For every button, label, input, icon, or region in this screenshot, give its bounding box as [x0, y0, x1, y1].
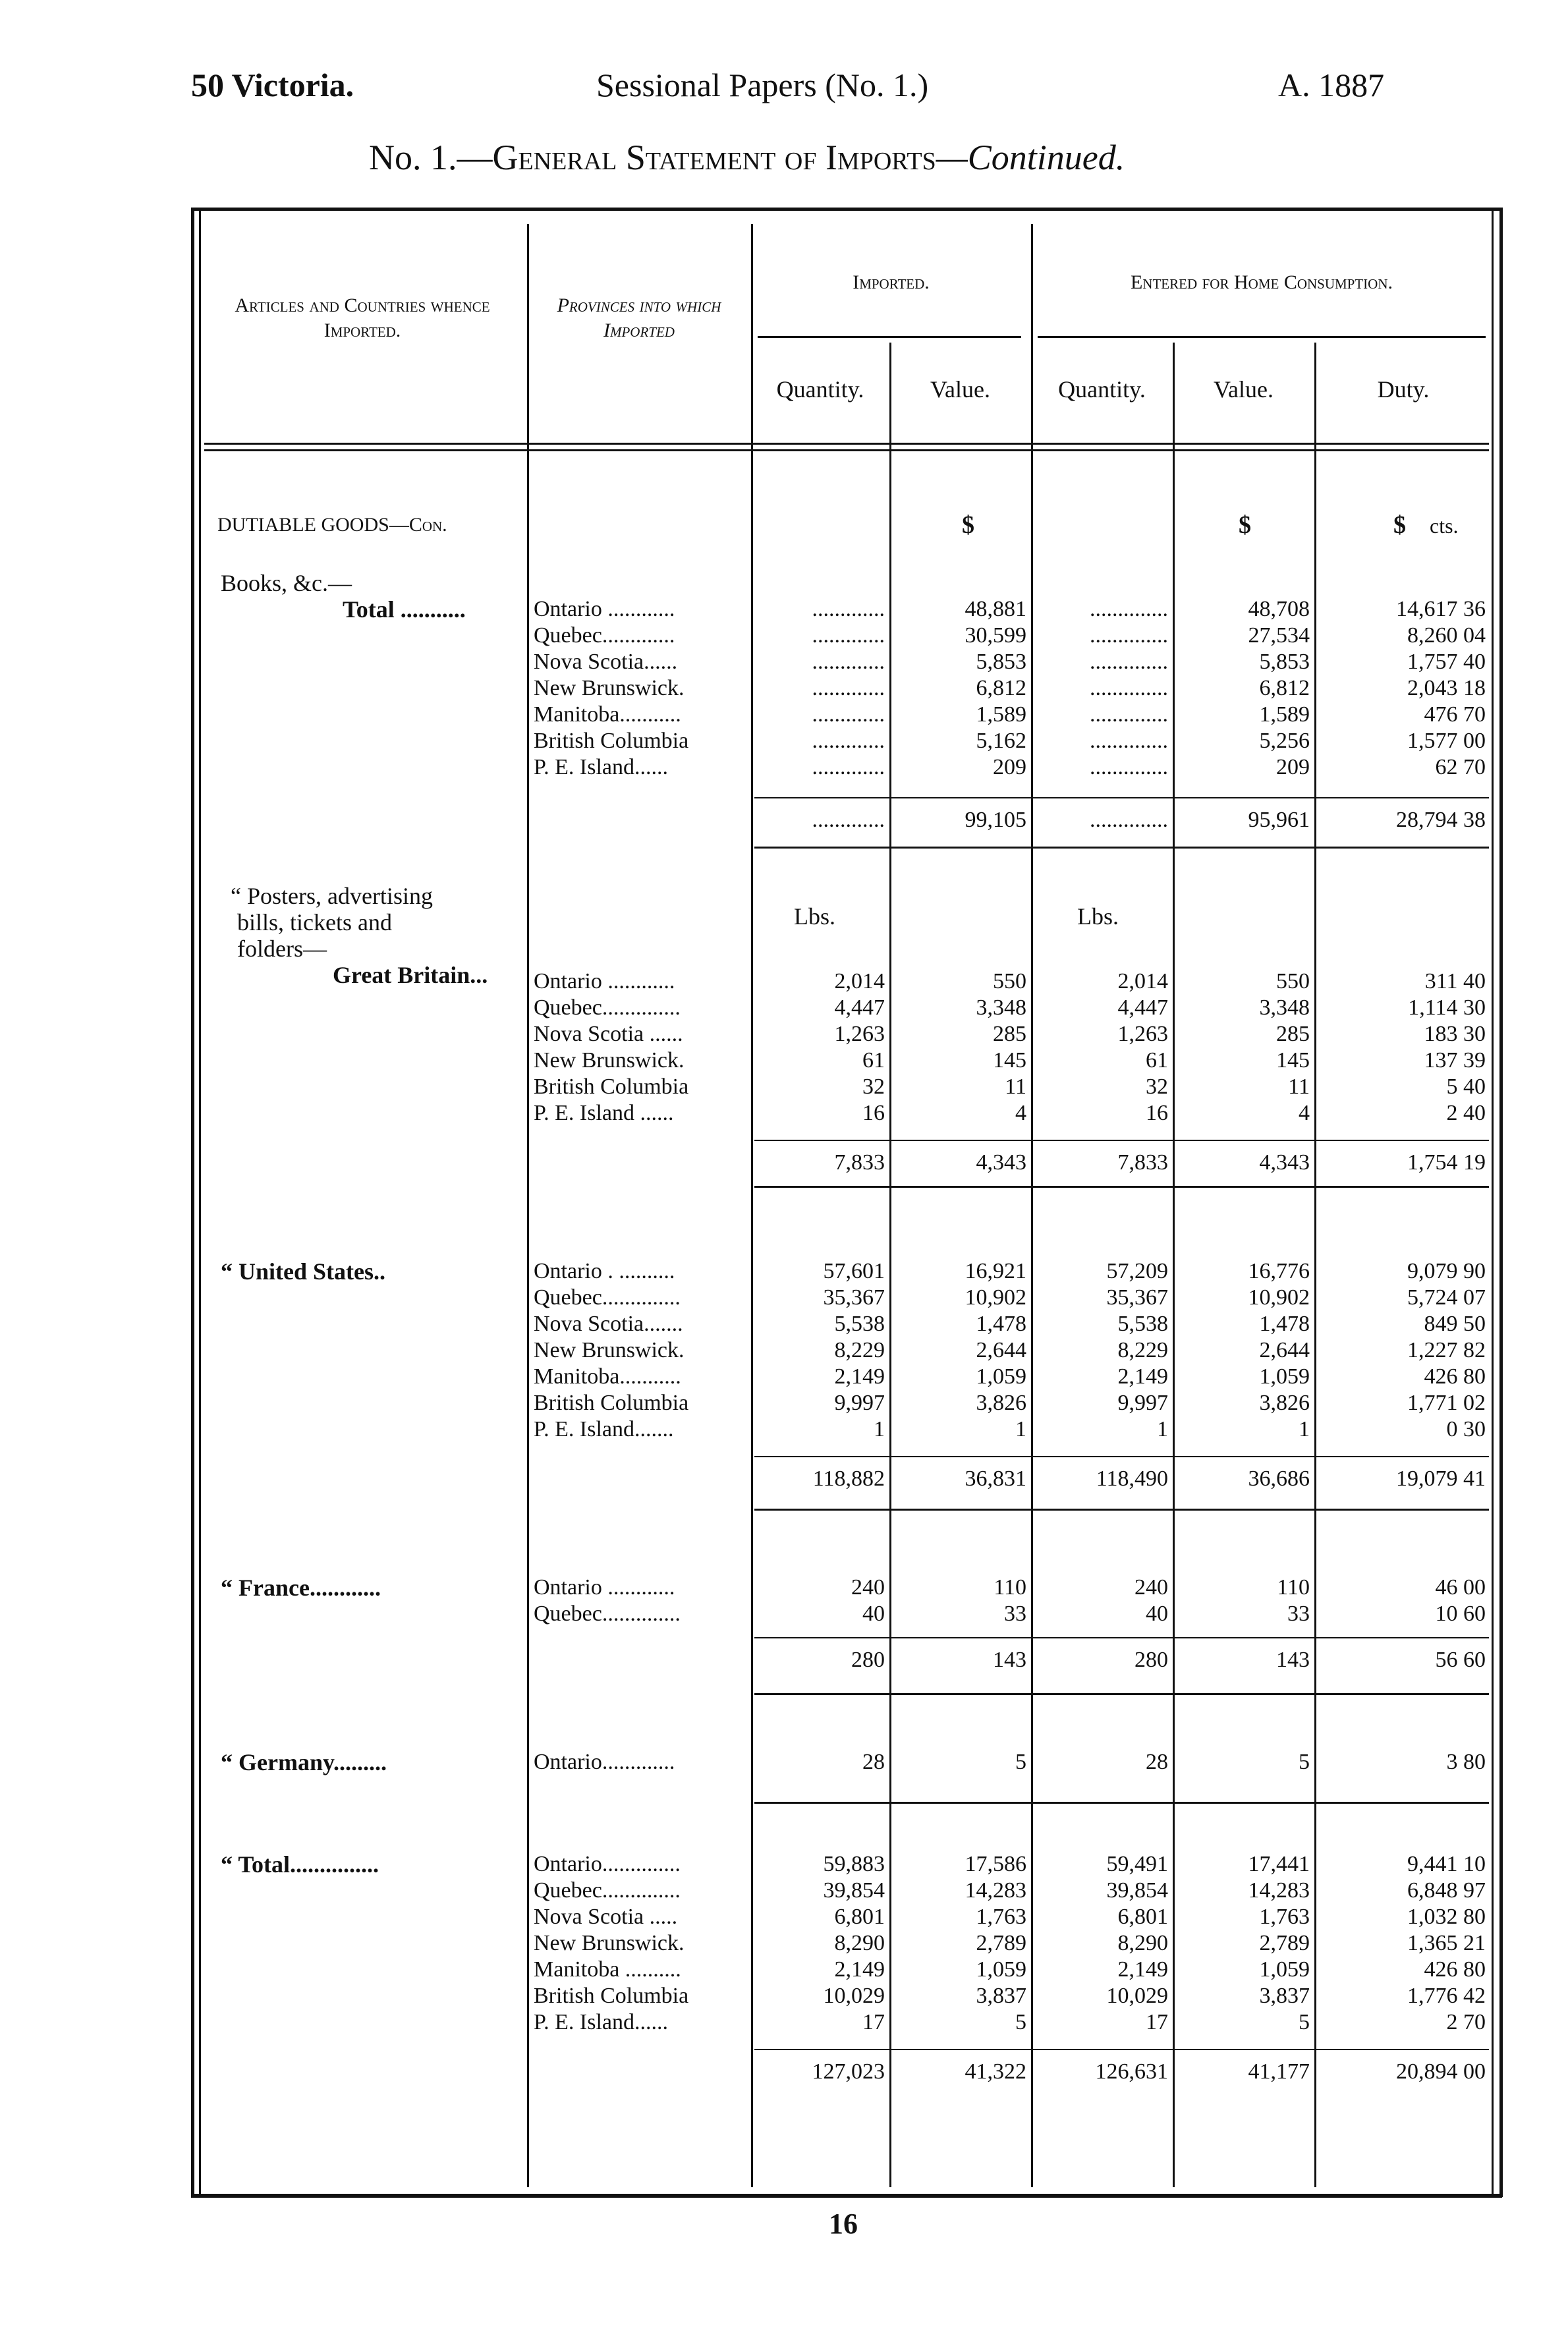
- value-cell: 1,771 02: [1407, 1391, 1486, 1415]
- value-cell: 9,997: [1117, 1391, 1168, 1415]
- value-cell: 1,577 00: [1407, 729, 1486, 753]
- value-cell: .............: [812, 623, 885, 648]
- value-cell: 16,776: [1248, 1259, 1310, 1283]
- value-cell: .............: [812, 597, 885, 621]
- value-cell: 550: [993, 969, 1026, 993]
- value-cell: 48,708: [1248, 597, 1310, 621]
- total-cell: .............: [812, 808, 885, 832]
- province-cell: Nova Scotia ......: [534, 1022, 683, 1046]
- value-cell: 5 40: [1446, 1074, 1486, 1099]
- value-cell: .............: [812, 729, 885, 753]
- value-cell: 2,149: [834, 1364, 885, 1389]
- value-cell: 5,724 07: [1407, 1285, 1486, 1310]
- value-cell: 1,763: [1259, 1905, 1310, 1929]
- value-cell: 183 30: [1424, 1022, 1486, 1046]
- value-cell: ..............: [1090, 650, 1168, 674]
- value-cell: 2,644: [1259, 1338, 1310, 1362]
- value-cell: 16: [862, 1101, 885, 1125]
- value-cell: ..............: [1090, 597, 1168, 621]
- total-cell: 7,833: [834, 1150, 885, 1175]
- value-cell: 5: [1299, 1750, 1310, 1774]
- group-label: bills, tickets and: [237, 909, 392, 935]
- value-cell: 11: [1288, 1074, 1310, 1099]
- group-separator: [754, 1693, 1489, 1695]
- value-cell: 1,365 21: [1407, 1931, 1486, 1955]
- total-cell: 4,343: [976, 1150, 1026, 1175]
- province-cell: Nova Scotia .....: [534, 1905, 678, 1929]
- total-cell: 143: [993, 1648, 1026, 1672]
- value-cell: 1,478: [1259, 1312, 1310, 1336]
- value-cell: 209: [993, 755, 1026, 779]
- value-cell: 28: [1146, 1750, 1168, 1774]
- total-cell: 28,794 38: [1396, 808, 1486, 832]
- total-cell: 126,631: [1095, 2059, 1168, 2084]
- value-cell: 3 80: [1446, 1750, 1486, 1774]
- unit-dollar-3: $: [1393, 511, 1406, 539]
- province-cell: British Columbia: [534, 1984, 689, 2008]
- value-cell: 27,534: [1248, 623, 1310, 648]
- total-cell: 118,882: [812, 1466, 885, 1491]
- province-cell: Manitoba ..........: [534, 1957, 681, 1982]
- value-cell: 3,826: [976, 1391, 1026, 1415]
- group-label: folders—: [237, 935, 327, 962]
- province-cell: P. E. Island......: [534, 2010, 668, 2034]
- value-cell: 1: [1299, 1417, 1310, 1441]
- value-cell: 1,589: [1259, 702, 1310, 727]
- unit-dollar-2: $: [1239, 511, 1251, 539]
- total-cell: ..............: [1090, 808, 1168, 832]
- value-cell: 59,883: [823, 1852, 885, 1876]
- value-cell: 30,599: [965, 623, 1026, 648]
- value-cell: 285: [1276, 1022, 1310, 1046]
- value-cell: 3,837: [1259, 1984, 1310, 2008]
- title-suffix: —Continued.: [936, 138, 1125, 177]
- province-cell: New Brunswick.: [534, 676, 685, 700]
- value-cell: 2,014: [1117, 969, 1168, 993]
- value-cell: 1,059: [1259, 1364, 1310, 1389]
- value-cell: 14,617 36: [1396, 597, 1486, 621]
- group-label: “ Total...............: [221, 1851, 379, 1878]
- province-cell: Ontario ............: [534, 597, 675, 621]
- province-cell: New Brunswick.: [534, 1931, 685, 1955]
- value-cell: 33: [1287, 1602, 1310, 1626]
- province-cell: Ontario ............: [534, 1575, 675, 1600]
- value-cell: 3,837: [976, 1984, 1026, 2008]
- page-number: 16: [829, 2208, 858, 2240]
- total-cell: 280: [851, 1648, 885, 1672]
- group-separator: [754, 1186, 1489, 1188]
- value-cell: 2 70: [1446, 2010, 1486, 2034]
- value-cell: 5: [1015, 2010, 1026, 2034]
- value-cell: 2,014: [834, 969, 885, 993]
- value-cell: 476 70: [1424, 702, 1486, 727]
- value-cell: 5,853: [976, 650, 1026, 674]
- province-cell: Manitoba...........: [534, 702, 681, 727]
- province-cell: Ontario . ..........: [534, 1259, 675, 1283]
- value-cell: 32: [862, 1074, 885, 1099]
- value-cell: 8,229: [834, 1338, 885, 1362]
- group-label: Total ...........: [343, 596, 466, 623]
- value-cell: 4,447: [1117, 995, 1168, 1020]
- value-cell: 5,538: [1117, 1312, 1168, 1336]
- total-rule: [754, 2049, 1489, 2050]
- value-cell: 1,059: [1259, 1957, 1310, 1982]
- value-cell: 1,263: [1117, 1022, 1168, 1046]
- title-main: General Statement of Imports: [492, 138, 936, 177]
- col-quantity-2: Quantity.: [1058, 376, 1146, 403]
- value-cell: 145: [993, 1048, 1026, 1073]
- value-cell: 17: [862, 2010, 885, 2034]
- value-cell: 28: [862, 1750, 885, 1774]
- total-cell: 127,023: [812, 2059, 885, 2084]
- value-cell: 59,491: [1106, 1852, 1168, 1876]
- group-label: Books, &c.—: [221, 570, 352, 596]
- value-cell: 10 60: [1435, 1602, 1486, 1626]
- value-cell: 61: [862, 1048, 885, 1073]
- value-cell: 110: [1277, 1575, 1310, 1600]
- total-rule: [754, 797, 1489, 798]
- group-label: “ Germany.........: [221, 1749, 387, 1775]
- header-left: 50 Victoria.: [191, 67, 354, 103]
- value-cell: 240: [851, 1575, 885, 1600]
- total-rule: [754, 1140, 1489, 1141]
- value-cell: 550: [1276, 969, 1310, 993]
- total-rule: [754, 1637, 1489, 1638]
- value-cell: 8,229: [1117, 1338, 1168, 1362]
- value-cell: 40: [1146, 1602, 1168, 1626]
- total-cell: 95,961: [1248, 808, 1310, 832]
- value-cell: .............: [812, 755, 885, 779]
- total-cell: 36,831: [965, 1466, 1026, 1491]
- page-title: [369, 137, 1125, 178]
- value-cell: .............: [812, 650, 885, 674]
- value-cell: 6,812: [1259, 676, 1310, 700]
- value-cell: 849 50: [1424, 1312, 1486, 1336]
- value-cell: 1: [1157, 1417, 1168, 1441]
- value-cell: 8,290: [1117, 1931, 1168, 1955]
- total-cell: 7,833: [1117, 1150, 1168, 1175]
- value-cell: 2,789: [976, 1931, 1026, 1955]
- col-provinces: Provinces into which Imported: [557, 294, 721, 341]
- value-cell: 57,209: [1106, 1259, 1168, 1283]
- group-separator: [754, 1802, 1489, 1804]
- value-cell: 2,149: [834, 1957, 885, 1982]
- total-cell: 1,754 19: [1407, 1150, 1486, 1175]
- value-cell: 6,801: [1117, 1905, 1168, 1929]
- value-cell: 57,601: [823, 1259, 885, 1283]
- value-cell: 2,043 18: [1407, 676, 1486, 700]
- col-articles: Articles and Countries whence Imported.: [235, 294, 490, 341]
- value-cell: 8,290: [834, 1931, 885, 1955]
- col-imported: Imported.: [853, 271, 930, 293]
- value-cell: 1,589: [976, 702, 1026, 727]
- value-cell: 1,763: [976, 1905, 1026, 1929]
- value-cell: 2 40: [1446, 1101, 1486, 1125]
- value-cell: 209: [1276, 755, 1310, 779]
- value-cell: 33: [1004, 1602, 1026, 1626]
- value-cell: 1,478: [976, 1312, 1026, 1336]
- value-cell: 110: [994, 1575, 1026, 1600]
- value-cell: 2,644: [976, 1338, 1026, 1362]
- value-cell: 1,263: [834, 1022, 885, 1046]
- value-cell: 17,441: [1248, 1852, 1310, 1876]
- group-separator: [754, 847, 1489, 849]
- value-cell: 14,283: [1248, 1878, 1310, 1903]
- total-cell: 4,343: [1259, 1150, 1310, 1175]
- col-value: Value.: [930, 376, 990, 403]
- value-cell: 0 30: [1446, 1417, 1486, 1441]
- value-cell: 1,776 42: [1407, 1984, 1486, 2008]
- value-cell: 4,447: [834, 995, 885, 1020]
- province-cell: Quebec..............: [534, 1602, 681, 1626]
- province-cell: Quebec..............: [534, 995, 681, 1020]
- value-cell: 240: [1134, 1575, 1168, 1600]
- value-cell: 311 40: [1424, 969, 1486, 993]
- total-cell: 41,322: [965, 2059, 1026, 2084]
- value-cell: 426 80: [1424, 1364, 1486, 1389]
- province-cell: British Columbia: [534, 1074, 689, 1099]
- value-cell: 5,162: [976, 729, 1026, 753]
- value-cell: 39,854: [1106, 1878, 1168, 1903]
- unit-lbs-1: Lbs.: [794, 903, 835, 930]
- value-cell: ..............: [1090, 729, 1168, 753]
- value-cell: 10,029: [1106, 1984, 1168, 2008]
- value-cell: 145: [1276, 1048, 1310, 1073]
- header-center: Sessional Papers (No. 1.): [596, 67, 929, 103]
- total-cell: 99,105: [965, 808, 1026, 832]
- total-cell: 19,079 41: [1396, 1466, 1486, 1491]
- province-cell: New Brunswick.: [534, 1338, 685, 1362]
- value-cell: 10,902: [965, 1285, 1026, 1310]
- group-label: “ France............: [221, 1575, 381, 1601]
- value-cell: 8,260 04: [1407, 623, 1486, 648]
- value-cell: 48,881: [965, 597, 1026, 621]
- province-cell: Ontario ............: [534, 969, 675, 993]
- province-cell: P. E. Island.......: [534, 1417, 674, 1441]
- value-cell: 35,367: [1106, 1285, 1168, 1310]
- value-cell: 137 39: [1424, 1048, 1486, 1073]
- value-cell: 2,149: [1117, 1957, 1168, 1982]
- value-cell: ..............: [1090, 755, 1168, 779]
- group-label: “ Posters, advertising: [231, 883, 433, 909]
- value-cell: 16,921: [965, 1259, 1026, 1283]
- province-cell: Quebec..............: [534, 1285, 681, 1310]
- total-cell: 20,894 00: [1396, 2059, 1486, 2084]
- value-cell: 3,826: [1259, 1391, 1310, 1415]
- col-entered: Entered for Home Consumption.: [1130, 271, 1393, 293]
- total-cell: 36,686: [1248, 1466, 1310, 1491]
- value-cell: 1,757 40: [1407, 650, 1486, 674]
- value-cell: ..............: [1090, 676, 1168, 700]
- province-cell: P. E. Island......: [534, 755, 668, 779]
- col-duty: Duty.: [1377, 376, 1430, 403]
- value-cell: 16: [1146, 1101, 1168, 1125]
- province-cell: Quebec.............: [534, 623, 675, 648]
- group-label: “ United States..: [221, 1258, 385, 1285]
- province-cell: Nova Scotia......: [534, 650, 678, 674]
- value-cell: 2,789: [1259, 1931, 1310, 1955]
- total-cell: 280: [1134, 1648, 1168, 1672]
- group-label: Great Britain...: [333, 962, 488, 988]
- value-cell: 4: [1015, 1101, 1026, 1125]
- value-cell: 61: [1146, 1048, 1168, 1073]
- value-cell: 6,848 97: [1407, 1878, 1486, 1903]
- value-cell: 5: [1015, 1750, 1026, 1774]
- province-cell: P. E. Island ......: [534, 1101, 674, 1125]
- value-cell: 1,114 30: [1408, 995, 1486, 1020]
- value-cell: 5: [1299, 2010, 1310, 2034]
- value-cell: 11: [1005, 1074, 1026, 1099]
- value-cell: 3,348: [976, 995, 1026, 1020]
- value-cell: 5,538: [834, 1312, 885, 1336]
- unit-cents: cts.: [1430, 514, 1459, 538]
- value-cell: 285: [993, 1022, 1026, 1046]
- value-cell: 32: [1146, 1074, 1168, 1099]
- section-label: DUTIABLE GOODS—Con.: [217, 514, 447, 536]
- value-cell: .............: [812, 702, 885, 727]
- value-cell: 6,801: [834, 1905, 885, 1929]
- value-cell: 5,256: [1259, 729, 1310, 753]
- province-cell: Ontario..............: [534, 1852, 681, 1876]
- value-cell: 9,441 10: [1407, 1852, 1486, 1876]
- value-cell: 35,367: [823, 1285, 885, 1310]
- value-cell: 10,029: [823, 1984, 885, 2008]
- value-cell: 14,283: [965, 1878, 1026, 1903]
- value-cell: 2,149: [1117, 1364, 1168, 1389]
- province-cell: Nova Scotia.......: [534, 1312, 683, 1336]
- value-cell: 1,059: [976, 1364, 1026, 1389]
- value-cell: 39,854: [823, 1878, 885, 1903]
- title-prefix: No. 1.—: [369, 138, 493, 177]
- province-cell: Manitoba...........: [534, 1364, 681, 1389]
- value-cell: 4: [1299, 1101, 1310, 1125]
- value-cell: 17,586: [965, 1852, 1026, 1876]
- unit-dollar-1: $: [962, 511, 974, 539]
- value-cell: 6,812: [976, 676, 1026, 700]
- value-cell: 3,348: [1259, 995, 1310, 1020]
- province-cell: New Brunswick.: [534, 1048, 685, 1073]
- value-cell: 17: [1146, 2010, 1168, 2034]
- total-rule: [754, 1456, 1489, 1457]
- value-cell: 62 70: [1435, 755, 1486, 779]
- total-cell: 118,490: [1096, 1466, 1168, 1491]
- province-cell: British Columbia: [534, 1391, 689, 1415]
- value-cell: 40: [862, 1602, 885, 1626]
- col-quantity: Quantity.: [776, 376, 864, 403]
- value-cell: 1,227 82: [1407, 1338, 1486, 1362]
- value-cell: 5,853: [1259, 650, 1310, 674]
- value-cell: .............: [812, 676, 885, 700]
- value-cell: 9,997: [834, 1391, 885, 1415]
- unit-lbs-2: Lbs.: [1077, 903, 1119, 930]
- value-cell: 1,032 80: [1407, 1905, 1486, 1929]
- total-cell: 56 60: [1435, 1648, 1486, 1672]
- value-cell: ..............: [1090, 702, 1168, 727]
- province-cell: Ontario.............: [534, 1750, 675, 1774]
- value-cell: 1: [874, 1417, 885, 1441]
- province-cell: Quebec..............: [534, 1878, 681, 1903]
- value-cell: 1,059: [976, 1957, 1026, 1982]
- value-cell: 46 00: [1435, 1575, 1486, 1600]
- value-cell: 10,902: [1248, 1285, 1310, 1310]
- value-cell: 1: [1015, 1417, 1026, 1441]
- total-cell: 143: [1276, 1648, 1310, 1672]
- group-separator: [754, 1509, 1489, 1511]
- value-cell: 426 80: [1424, 1957, 1486, 1982]
- col-value-2: Value.: [1214, 376, 1274, 403]
- header-right: A. 1887: [1278, 67, 1385, 103]
- province-cell: British Columbia: [534, 729, 689, 753]
- value-cell: ..............: [1090, 623, 1168, 648]
- value-cell: 9,079 90: [1407, 1259, 1486, 1283]
- total-cell: 41,177: [1248, 2059, 1310, 2084]
